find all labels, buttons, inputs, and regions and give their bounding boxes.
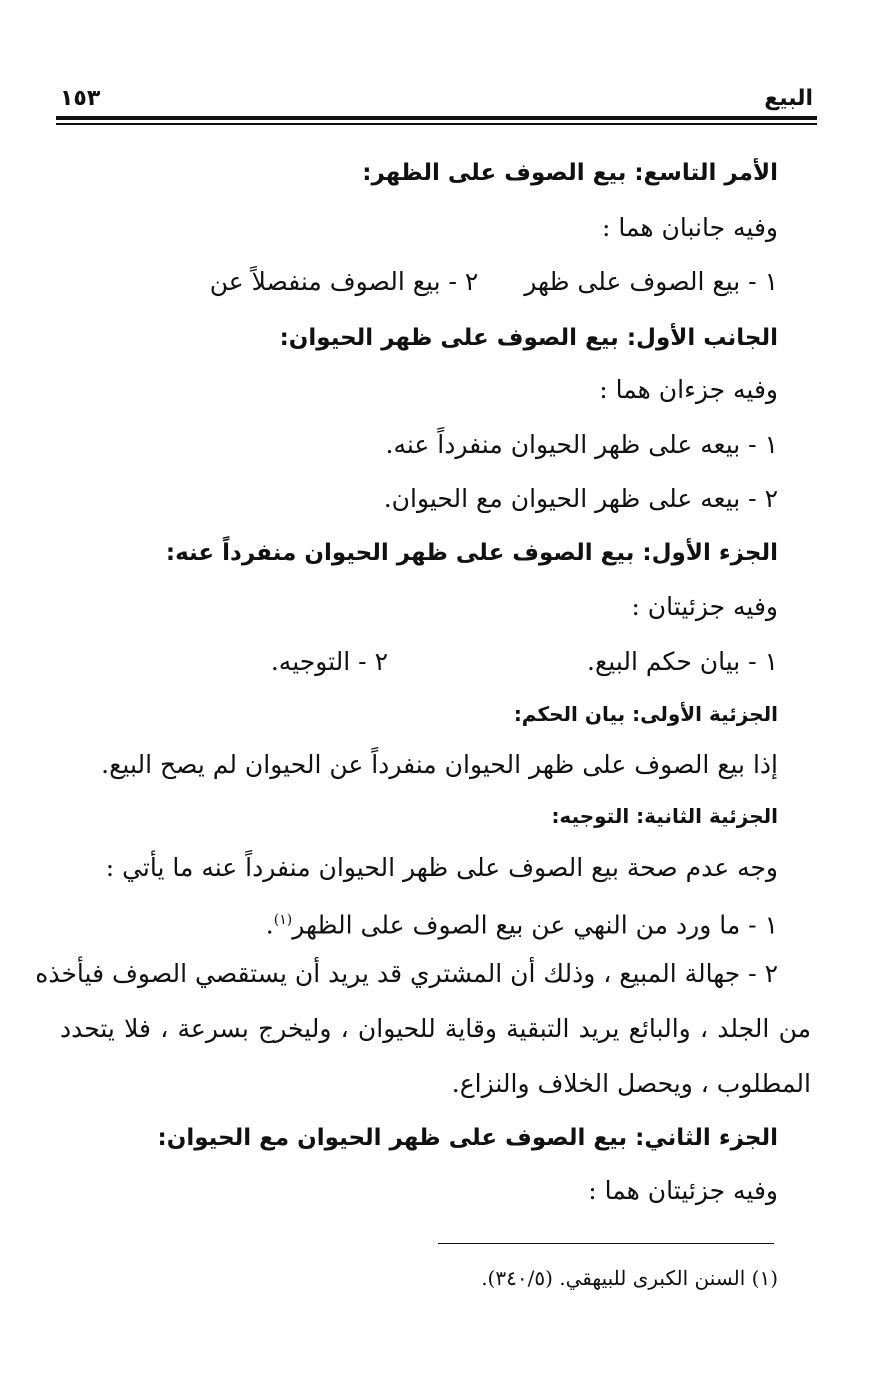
list-item: ١ - بيان حكم البيع. [587,647,778,676]
subheading-ruling: الجزئية الأولى: بيان الحكم: [513,702,778,726]
list-item: ٢ - بيعه على ظهر الحيوان مع الحيوان. [383,484,778,513]
list-row [55,644,778,680]
footnote-rule [438,1243,774,1244]
running-header [60,86,813,114]
list-item: ٢ - جهالة المبيع ، وذلك أن المشتري قد يريد أن يستقصي الصوف فيأخذه [35,959,778,988]
header-rule-thick [56,116,817,120]
text-line: من الجلد ، والبائع يريد التبقية وقاية للحيوان ، وليخرج بسرعة ، فلا يتحدد [60,1014,811,1043]
text-line: إذا بيع الصوف على ظهر الحيوان منفرداً عن الحيوان لم يصح البيع. [101,750,778,779]
list-item: ٢ - بيع الصوف منفصلاً عن [209,267,479,296]
text-line: وفيه جانبان هما : [601,213,778,242]
footnote: (١) السنن الكبرى للبيهقي. (٣٤٠/٥). [481,1266,778,1290]
text-line: وفيه جزئيتان هما : [588,1176,778,1205]
text-line: وجه عدم صحة بيع الصوف على ظهر الحيوان منفرداً عنه ما يأتي : [105,853,778,882]
heading-first-side: الجانب الأول: بيع الصوف على ظهر الحيوان: [279,325,778,351]
text-line: المطلوب ، ويحصل الخلاف والنزاع. [451,1069,811,1098]
heading-ninth-matter: الأمر التاسع: بيع الصوف على الظهر: [362,160,778,186]
list-item: ١ - بيع الصوف على ظهر [524,267,778,296]
header-rule-thin [56,123,817,125]
chapter-title: البيع [764,86,813,111]
list-row [55,264,778,300]
list-item: ١ - ما ورد من النهي عن بيع الصوف على الظهر$^{(١)}$. [265,910,778,940]
subheading-reasoning: الجزئية الثانية: التوجيه: [551,804,778,828]
list-item: ٢ - التوجيه. [270,647,388,676]
text-line: وفيه جزئيتان : [631,592,778,621]
footnote-ref: (١) [273,912,293,928]
page-number: ١٥٣ [60,86,101,111]
list-item: ١ - بيعه على ظهر الحيوان منفرداً عنه. [385,430,778,459]
heading-first-part: الجزء الأول: بيع الصوف على ظهر الحيوان منفرداً عنه: [165,540,778,566]
text-line: وفيه جزءان هما : [599,375,778,404]
heading-second-part: الجزء الثاني: بيع الصوف على ظهر الحيوان مع الحيوان: [157,1125,778,1151]
